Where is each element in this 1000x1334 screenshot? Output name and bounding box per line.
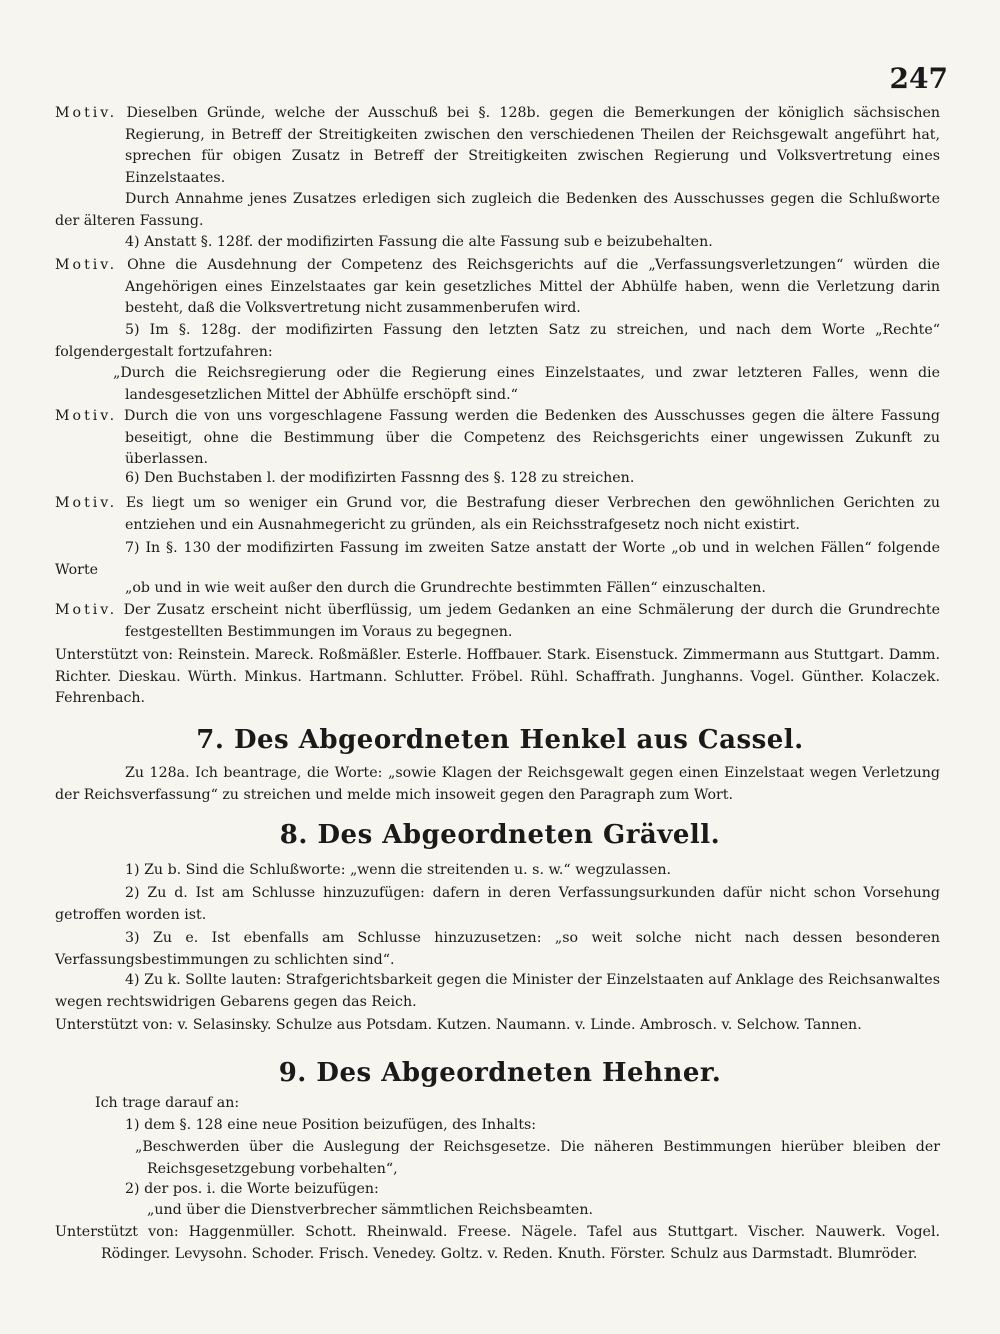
motiv-paragraph-4 xyxy=(55,255,940,320)
motiv-text: Durch die von uns vorgeschlagene Fassung werden die Bedenken des Ausschusses gegen die ältere Fassung beseitigt, ohne die Bestimmung über die Competenz des Reichsgerichts einer ungewissen Zukunft zu überlassen. xyxy=(124,408,941,468)
motiv-label: Motiv. xyxy=(55,602,118,618)
item-7: 7) In §. 130 der modifizirten Fassung im zweiten Satze anstatt der Worte „ob und in welchen Fällen“ folgende Worte xyxy=(55,540,940,578)
item-1-position: 1) dem §. 128 eine neue Position beizufügen, des Inhalts: xyxy=(125,1117,537,1133)
paragraph-henkel: Zu 128a. Ich beantrage, die Worte: „sowie Klagen der Reichsgewalt gegen einen Einzelstaat wegen Verletzung der Reichsverfassung“ zu streichen und melde mich insoweit gegen den Paragraph zum Wort. xyxy=(55,765,940,803)
motiv-label: Motiv. xyxy=(55,495,118,511)
motiv-paragraph-12 xyxy=(55,600,940,643)
motiv-paragraph-1 xyxy=(55,103,940,189)
item-zu-e: 3) Zu e. Ist ebenfalls am Schlusse hinzuzusetzen: „so weit solche nicht nach dessen besonderen Verfassungsbestimmungen zu schlichten sind“. xyxy=(55,930,940,968)
motiv-paragraph-7 xyxy=(55,406,940,471)
item-4: 4) Anstatt §. 128f. der modifizirten Fassung die alte Fassung sub e beizubehalten. xyxy=(125,234,713,250)
motiv-paragraph-9 xyxy=(55,493,940,536)
motiv-text: Dieselben Gründe, welche der Ausschuß bei §. 128b. gegen die Bemerkungen der königlich sächsischen Regierung, in Betreff der Streitigkeiten zwischen den verschiedenen Theilen der Reichsgewalt angeführt hat, sprechen für obigen Zusatz in Betreff der Streitigkeiten zwischen Regierung und Volksvertretung eines Einzelstaates. xyxy=(125,105,941,186)
section-heading-9: 9. Des Abgeordneten Hehner. xyxy=(278,1058,722,1088)
supporters-list-3: Unterstützt von: Haggenmüller. Schott. Rheinwald. Freese. Nägele. Tafel aus Stuttgart. Vischer. Nauwerk. Vogel. Rödinger. Levysohn. Schoder. Frisch. Venedey. Goltz. v. Reden. Knuth. Förster. Schulz aus Darmstadt. Blumröder. xyxy=(55,1224,940,1262)
supporters-list-2: Unterstützt von: v. Selasinsky. Schulze aus Potsdam. Kutzen. Naumann. v. Linde. Ambrosch. v. Selchow. Tannen. xyxy=(55,1017,862,1033)
paragraph-zusatz: Durch Annahme jenes Zusatzes erledigen sich zugleich die Bedenken des Ausschusses gegen die Schlußworte der älteren Fassung. xyxy=(55,191,940,229)
motiv-label: Motiv. xyxy=(55,105,118,121)
item-zu-d: 2) Zu d. Ist am Schlusse hinzuzufügen: dafern in deren Verfassungsurkunden dafür nicht schon Vorsehung getroffen worden ist. xyxy=(55,885,940,923)
item-5: 5) Im §. 128g. der modifizirten Fassung den letzten Satz zu streichen, und nach dem Worte „Rechte“ folgendergestalt fortzufahren: xyxy=(55,322,940,360)
page-number: 247 xyxy=(889,62,948,95)
motiv-text: Ohne die Ausdehnung der Competenz des Reichsgerichts auf die „Verfassungsverletzungen“ würden die Angehörigen eines Einzelstaates gar kein gesetzliches Mittel der Abhülfe haben, wenn die Verletzung darin besteht, daß die Volksvertretung nicht zusammenberufen wird. xyxy=(125,257,940,317)
motiv-text: Es liegt um so weniger ein Grund vor, die Bestrafung dieser Verbrechen den gewöhnlichen Gerichten zu entziehen und ein Ausnahmegericht zu gründen, als ein Reichsstrafgesetz noch nicht existirt. xyxy=(125,495,940,533)
quote-grundrechte: „ob und in wie weit außer den durch die Grundrechte bestimmten Fällen“ einzuschalten. xyxy=(125,580,766,596)
motiv-label: Motiv. xyxy=(55,408,118,424)
item-zu-k: 4) Zu k. Sollte lauten: Strafgerichtsbarkeit gegen die Minister der Einzelstaaten auf Anklage des Reichsanwaltes wegen rechtswidrigen Gebarens gegen das Reich. xyxy=(55,972,940,1010)
quote-reichsregierung: „Durch die Reichsregierung oder die Regierung eines Einzelstaates, und zwar letzteren Falles, wenn die landesgesetzlichen Mittel der Abhülfe erschöpft sind.“ xyxy=(113,365,940,403)
item-zu-b: 1) Zu b. Sind die Schlußworte: „wenn die streitenden u. s. w.“ wegzulassen. xyxy=(125,862,672,878)
item-2-pos: 2) der pos. i. die Worte beizufügen: xyxy=(125,1181,379,1197)
supporters-list-1: Unterstützt von: Reinstein. Mareck. Roßmäßler. Esterle. Hoffbauer. Stark. Eisenstuck. Zimmermann aus Stuttgart. Damm. Richter. Dieskau. Würth. Minkus. Hartmann. Schlutter. Fröbel. Rühl. Schaffrath. Junghanns. Vogel. Günther. Kolaczek. Fehrenbach. xyxy=(55,647,940,707)
quote-beschwerden: „Beschwerden über die Auslegung der Reichsgesetze. Die näheren Bestimmungen hierüber bleiben der Reichsgesetzgebung vorbehalten“, xyxy=(135,1139,940,1177)
motiv-text: Der Zusatz erscheint nicht überflüssig, um jedem Gedanken an eine Schmälerung der durch die Grundrechte festgestellten Bestimmungen im Voraus zu begegnen. xyxy=(123,602,940,640)
motiv-label: Motiv. xyxy=(55,257,118,273)
section-heading-8: 8. Des Abgeordneten Grävell. xyxy=(279,820,721,850)
paragraph-antrag: Ich trage darauf an: xyxy=(95,1095,240,1111)
item-6: 6) Den Buchstaben l. der modifizirten Fassnng des §. 128 zu streichen. xyxy=(125,470,635,486)
section-heading-7: 7. Des Abgeordneten Henkel aus Cassel. xyxy=(196,725,804,755)
quote-dienstverbrecher: „und über die Dienstverbrecher sämmtlichen Reichsbeamten. xyxy=(147,1202,593,1218)
